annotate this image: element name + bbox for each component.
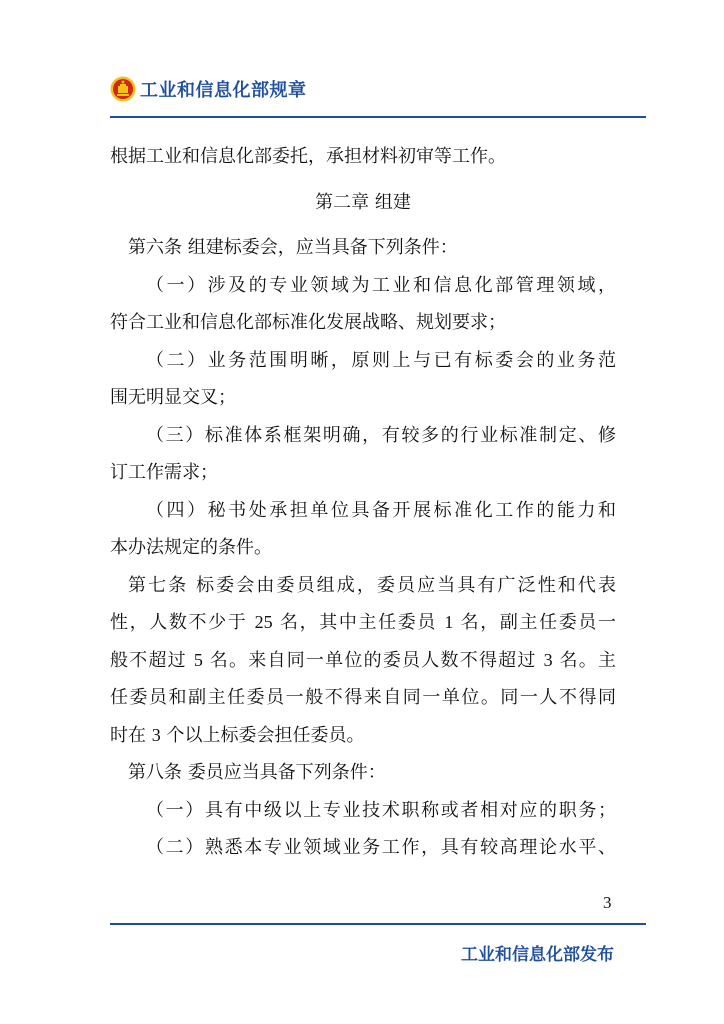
article-8-item-1: （一）具有中级以上专业技术职称或者相对应的职务； bbox=[146, 799, 616, 821]
article-6-item-3: （三）标准体系框架明确，有较多的行业标准制定、修 bbox=[146, 424, 616, 446]
header-divider bbox=[110, 116, 646, 118]
article-8-title: 第八条 委员应当具备下列条件： bbox=[128, 762, 386, 783]
article-6-item-1-cont: 符合工业和信息化部标准化发展战略、规划要求； bbox=[110, 312, 506, 333]
page-number: 3 bbox=[603, 893, 612, 912]
article-6-item-2-cont: 围无明显交叉； bbox=[110, 387, 236, 408]
article-6-item-4: （四）秘书处承担单位具备开展标准化工作的能力和 bbox=[146, 499, 616, 521]
article-8-item-2: （二）熟悉本专业领域业务工作，具有较高理论水平、 bbox=[146, 837, 616, 858]
chapter-title: 第二章 组建 bbox=[315, 191, 411, 213]
footer-publisher: 工业和信息化部发布 bbox=[461, 945, 614, 965]
national-emblem-icon bbox=[110, 76, 136, 102]
document-body bbox=[110, 138, 616, 867]
page-header bbox=[110, 76, 307, 102]
article-7-line-3: 般不超过 5 名。来自同一单位的委员人数不得超过 3 名。主 bbox=[110, 649, 616, 671]
article-7-line-2: 性，人数不少于 25 名，其中主任委员 1 名，副主任委员一 bbox=[110, 612, 616, 633]
article-7-line-5: 时在 3 个以上标委会担任委员。 bbox=[110, 724, 365, 746]
article-6-item-2: （二）业务范围明晰，原则上与已有标委会的业务范 bbox=[146, 349, 616, 371]
header-title: 工业和信息化部规章 bbox=[140, 80, 307, 101]
article-6-title: 第六条 组建标委会，应当具备下列条件： bbox=[128, 237, 458, 258]
paragraph-line: 根据工业和信息化部委托，承担材料初审等工作。 bbox=[110, 146, 506, 167]
article-6-item-1: （一）涉及的专业领域为工业和信息化部管理领域， bbox=[146, 274, 616, 296]
article-7-line-1: 第七条 标委会由委员组成，委员应当具有广泛性和代表 bbox=[128, 574, 616, 596]
article-6-item-3-cont: 订工作需求； bbox=[110, 462, 218, 483]
footer-divider bbox=[110, 923, 646, 925]
article-6-item-4-cont: 本办法规定的条件。 bbox=[110, 537, 272, 558]
article-7-line-4: 任委员和副主任委员一般不得来自同一单位。同一人不得同 bbox=[110, 687, 616, 708]
